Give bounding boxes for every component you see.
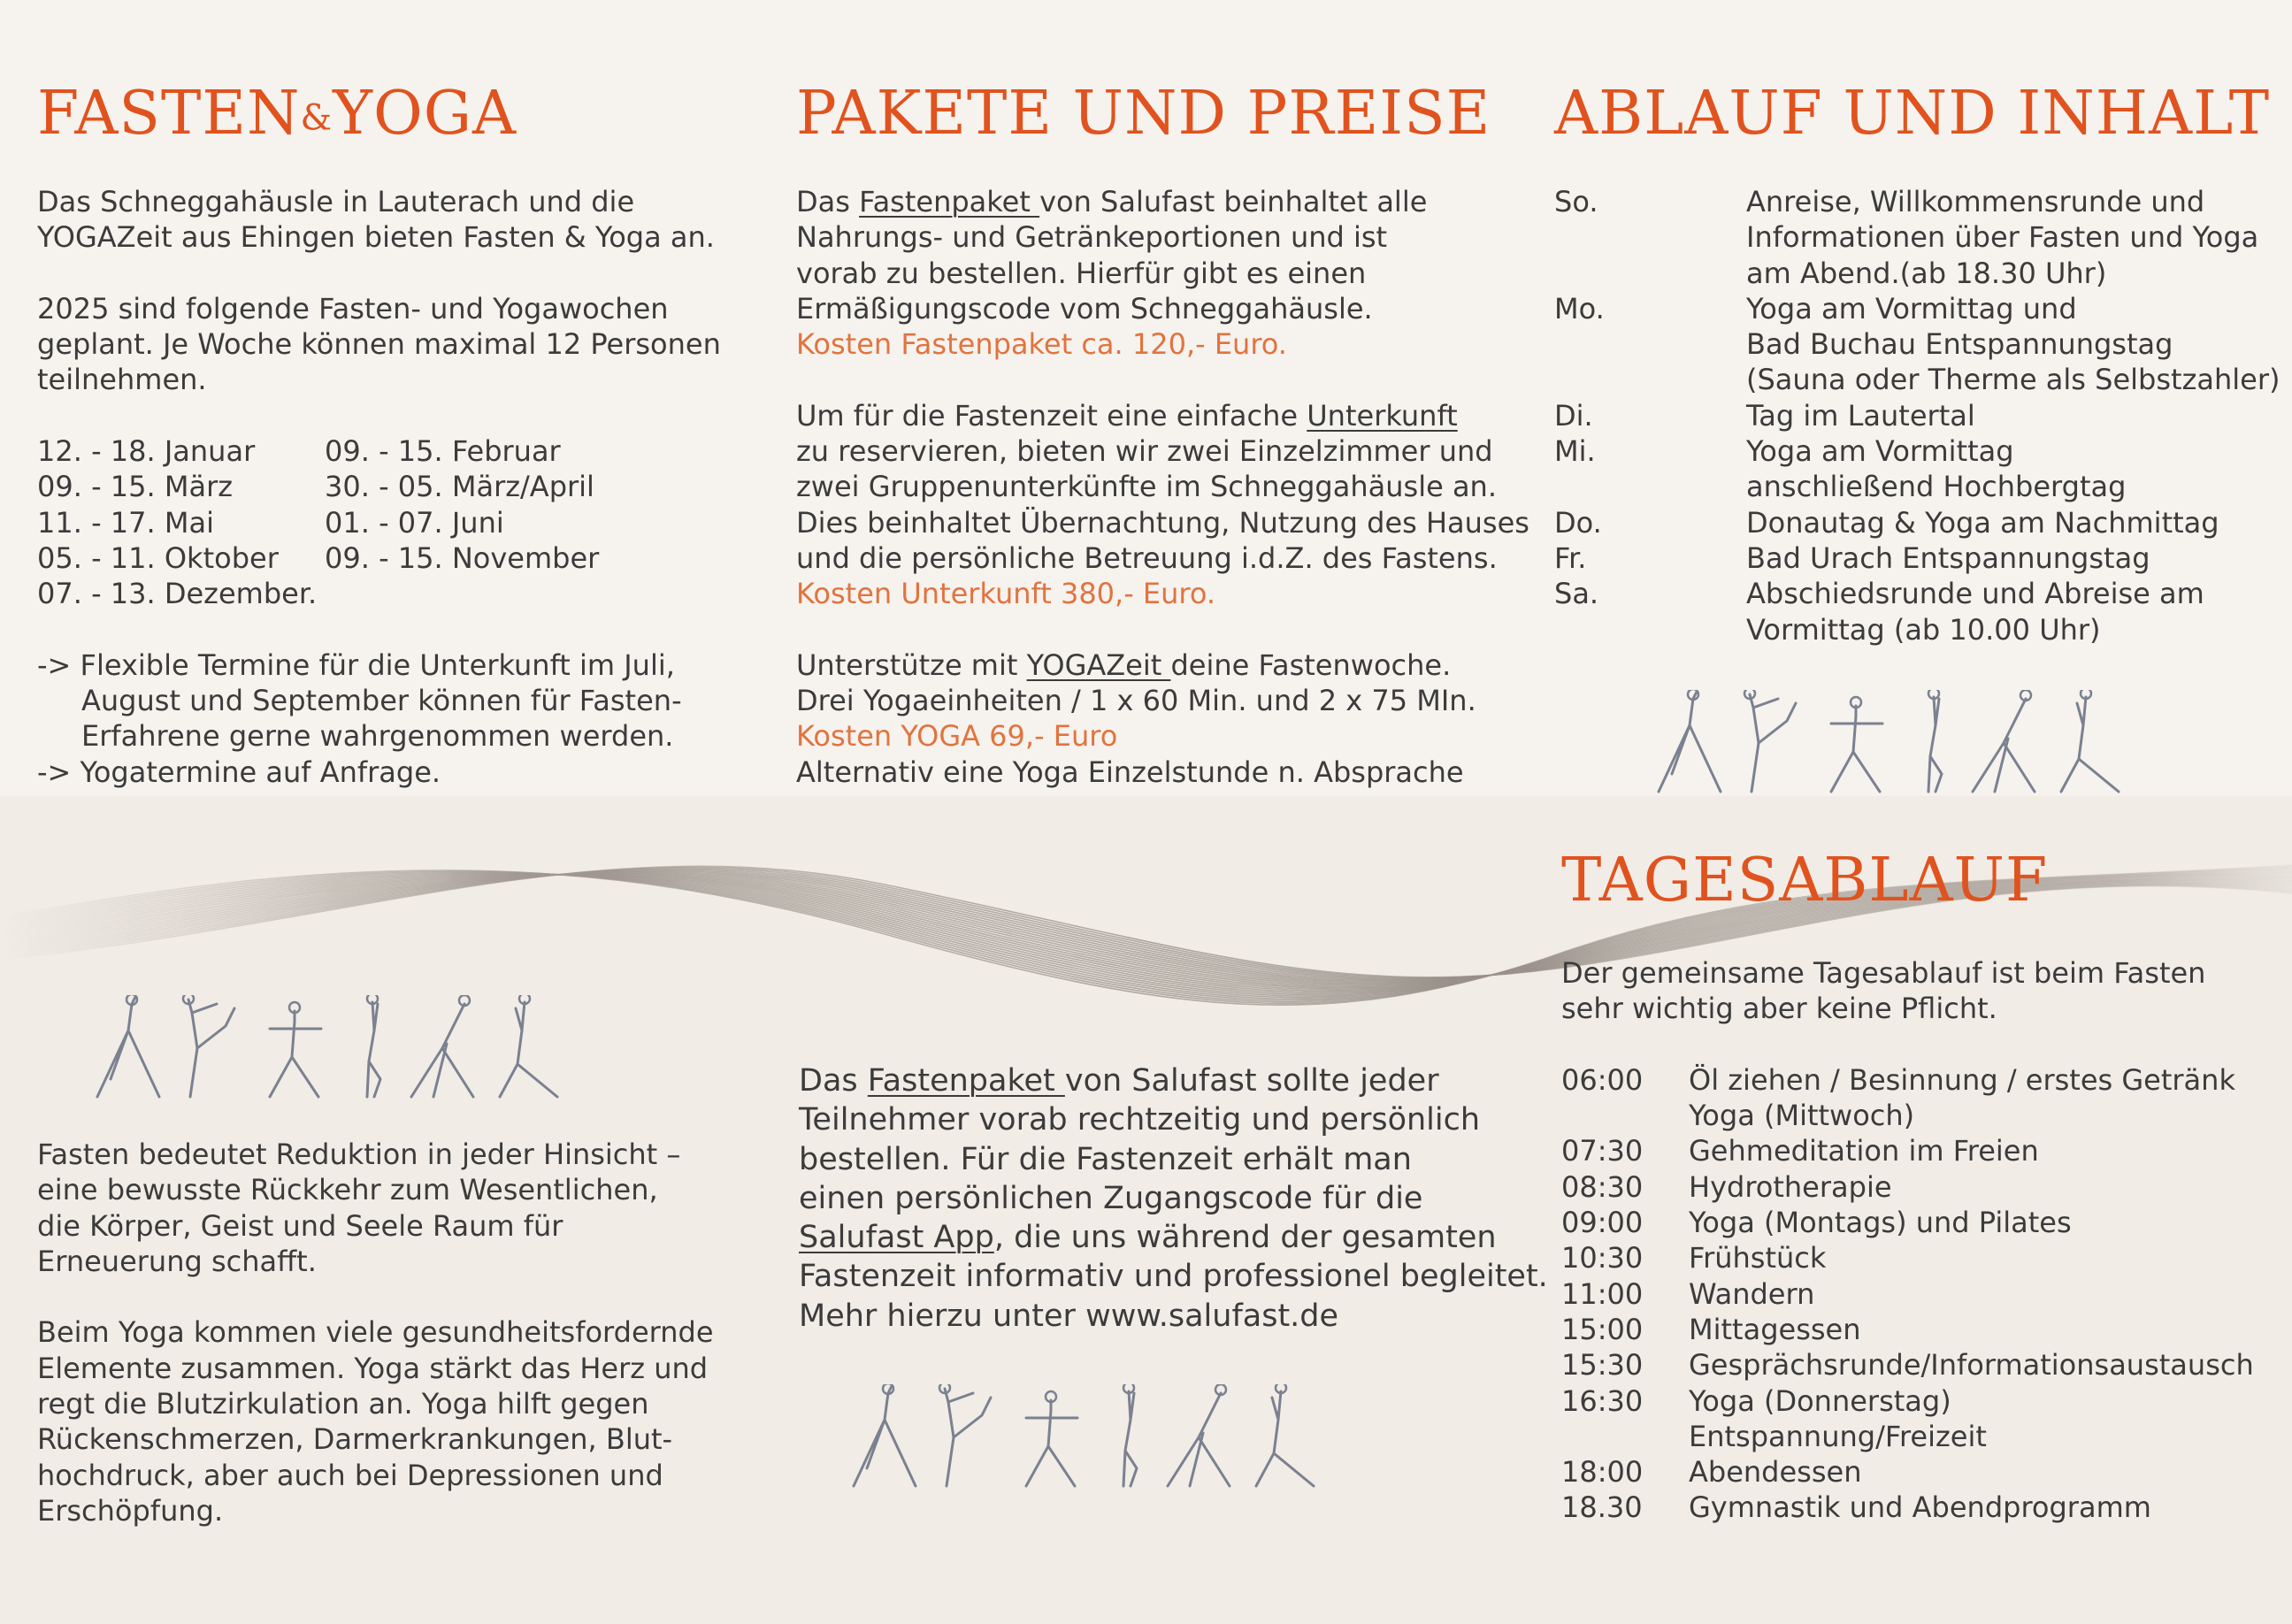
salufast-website: Mehr hierzu unter www.salufast.de [799,1298,1339,1334]
yoga-pose-icon [854,1386,916,1486]
yoga-figures-icon [93,995,641,1101]
note-flexible: -> Flexible Termine für die Unterkunft im Juli, [37,647,675,682]
price-unterkunft: Kosten Unterkunft 380,- Euro. [796,577,1216,611]
note-yoga: -> Yogatermine auf Anfrage. [37,755,441,789]
fastenpaket-link-2[interactable]: Fastenpaket [867,1063,1065,1099]
heading-part1: FASTEN [37,79,301,149]
yoga-pose-icon [270,1011,321,1097]
heading-fasten-yoga [37,79,745,149]
yoga-pose-icon [2061,697,2119,792]
heading-pakete-preise: PAKETE UND PREISE [796,79,1491,149]
fasten-reduktion-text: Fasten bedeutet Reduktion in jeder Hinsicht – eine bewusste Rückkehr zum Wesentlichen, die Körper, Geist und Seele Raum für Erneuerung schafft. Beim Yoga kommen viele gesundheitsfordernde Elemente zusammen. Yoga stärkt das Herz und regt die Blutzirkulation an. Yoga hilft gegen Rückenschmerzen, Darmerkrankungen, Blut- hochdruck, aber auch bei Depressionen und Erschöpfung. [37,1138,714,1528]
yoga-pose-icon [1659,692,1721,792]
column-pakete-preise: PAKETE UND PREISE Das Fastenpaket von Salufast beinhaltet alle Nahrungs- und Getränkeportionen und ist vorab zu bestellen. Hierfür gibt es einen Ermäßigungscode vom Schneggahäusle. Kosten Fastenpaket ca. 120,- Euro. Um für die Fastenzeit eine einfache Unterkunft zu reservieren, bieten wir zwei Einzelzimmer und zwei Gruppenunterkünfte im Schneggahäusle an. Dies beinhaltet Übernachtung, Nutzung des Hauses und die persönliche Betreuung i.d.Z. des Fastens. Kosten Unterkunft 380,- Euro. Unterstütze mit YOGAZeit deine Fastenwoche. Drei Yogaeinheiten / 1 x 60 Min. und 2 x 75 MIn. Kosten YOGA 69,- Euro Alternativ eine Yoga Einzelstunde n. Absprache [796,79,1529,789]
yoga-pose-icon [1168,1393,1230,1486]
intro-text: Das Schneggahäusle in Lauterach und die YOGAZeit aus Ehingen bieten Fasten & Yoga an. 2025 sind folgende Fasten- und Yogawochen geplant. Je Woche können maximal 12 Personen teilnehmen. 12. - 18. Januar 09. - 15. Februar 09. - 15. März 30. - 05. März/April 11. - 17. Mai 01. - 07. Juni 05. - 11. Oktober 09. - 15. November 07. - 13. Dezember. -> Flexible Termine für die Unterkunft im Juli, August und September können für Fasten- Erfahrene gerne wahrgenommen werden. -> Yogatermine auf Anfrage. [37,184,745,790]
column-ablauf-inhalt [1554,79,2281,647]
salufast-app-link[interactable]: Salufast App [799,1220,994,1256]
fastenpaket-link[interactable]: Fastenpaket [859,185,1040,218]
yoga-pose-icon [97,997,159,1097]
daily-schedule: 06:00 Öl ziehen / Besinnung / erstes Getränk Yoga (Mittwoch) 07:30 Gehmeditation im Freien 08:30 Hydrotherapie 09:00 Yoga (Montags) und Pilates 10:30 Frühstück 11:00 Wandern 15:00 Mittagessen 15:30 Gesprächsrunde/Informationsaustausch 16:30 Yoga (Donnerstag) Entspannung/Freizeit 18:00 Abendessen 18.30 Gymnastik und Abendprogramm [1561,1062,2254,1525]
salufast-app-text: Das Fastenpaket von Salufast sollte jeder Teilnehmer vorab rechtzeitig und persönlich bestellen. Für die Fastenzeit erhält man einen persönlichen Zugangscode für die Salufast App, die uns während der gesamten Fastenzeit informativ und professionel begleitet. Mehr hierzu unter www.salufast.de [799,1061,1548,1336]
yoga-pose-icon [367,1002,380,1097]
dates-list: 12. - 18. Januar 09. - 15. Februar 09. - 15. März 30. - 05. März/April 11. - 17. Mai 01. - 07. Juni 05. - 11. Oktober 09. - 15. November 07. - 13. Dezember. [37,434,600,611]
yoga-pose-icon [500,1002,557,1097]
yoga-figures-icon [1654,690,2203,796]
yoga-pose-icon [1256,1391,1314,1486]
agenda-list: So. Anreise, Willkommensrunde und Informationen über Fasten und Yoga am Abend.(ab 18.30 Uhr) Mo. Yoga am Vormittag und Bad Buchau Entspannungstag (Sauna oder Therme als Selbstzahler) Di. Tag im Lautertal Mi. Yoga am Vormittag anschließend Hochbergtag Do. Donautag & Yoga am Nachmittag Fr. Bad Urach Entspannungstag Sa. Abschiedsrunde und Abreise am Vormittag (ab 10.00 Uhr) [1554,185,2281,647]
yoga-pose-icon [188,1000,234,1097]
yoga-pose-icon [1750,694,1796,792]
yoga-pose-icon [1928,697,1942,792]
heading-ablauf-inhalt: ABLAUF UND INHALT [1554,79,2271,149]
heading-tagesablauf: TAGESABLAUF [1561,846,2049,915]
yogazeit-link[interactable]: YOGAZeit [1026,647,1171,682]
yoga-pose-icon [1973,699,2035,792]
yoga-pose-icon [1831,706,1882,792]
yoga-pose-icon [411,1004,473,1097]
yoga-pose-icon [945,1389,991,1486]
yoga-figures-icon [849,1384,1398,1490]
price-yoga: Kosten YOGA 69,- Euro [796,719,1118,754]
heading-part2: YOGA [333,79,517,149]
yoga-pose-icon [1123,1391,1137,1486]
column-tagesablauf: TAGESABLAUF Der gemeinsame Tagesablauf ist beim Fasten sehr wichtig aber keine Pflicht. 06:00 Öl ziehen / Besinnung / erstes Getränk Yoga (Mittwoch) 07:30 Gehmeditation im Freien 08:30 Hydrotherapie 09:00 Yoga (Montags) und Pilates 10:30 Frühstück 11:00 Wandern 15:00 Mittagessen 15:30 Gesprächsrunde/Informationsaustausch 16:30 Yoga (Donnerstag) Entspannung/Freizeit 18:00 Abendessen 18.30 Gymnastik und Abendprogramm [1561,851,2287,1526]
price-fastenpaket: Kosten Fastenpaket ca. 120,- Euro. [796,327,1287,362]
heading-amp: & [300,97,333,139]
column-fasten-yoga [37,79,745,790]
yoga-pose-icon [1026,1400,1077,1486]
unterkunft-link[interactable]: Unterkunft [1307,398,1458,433]
